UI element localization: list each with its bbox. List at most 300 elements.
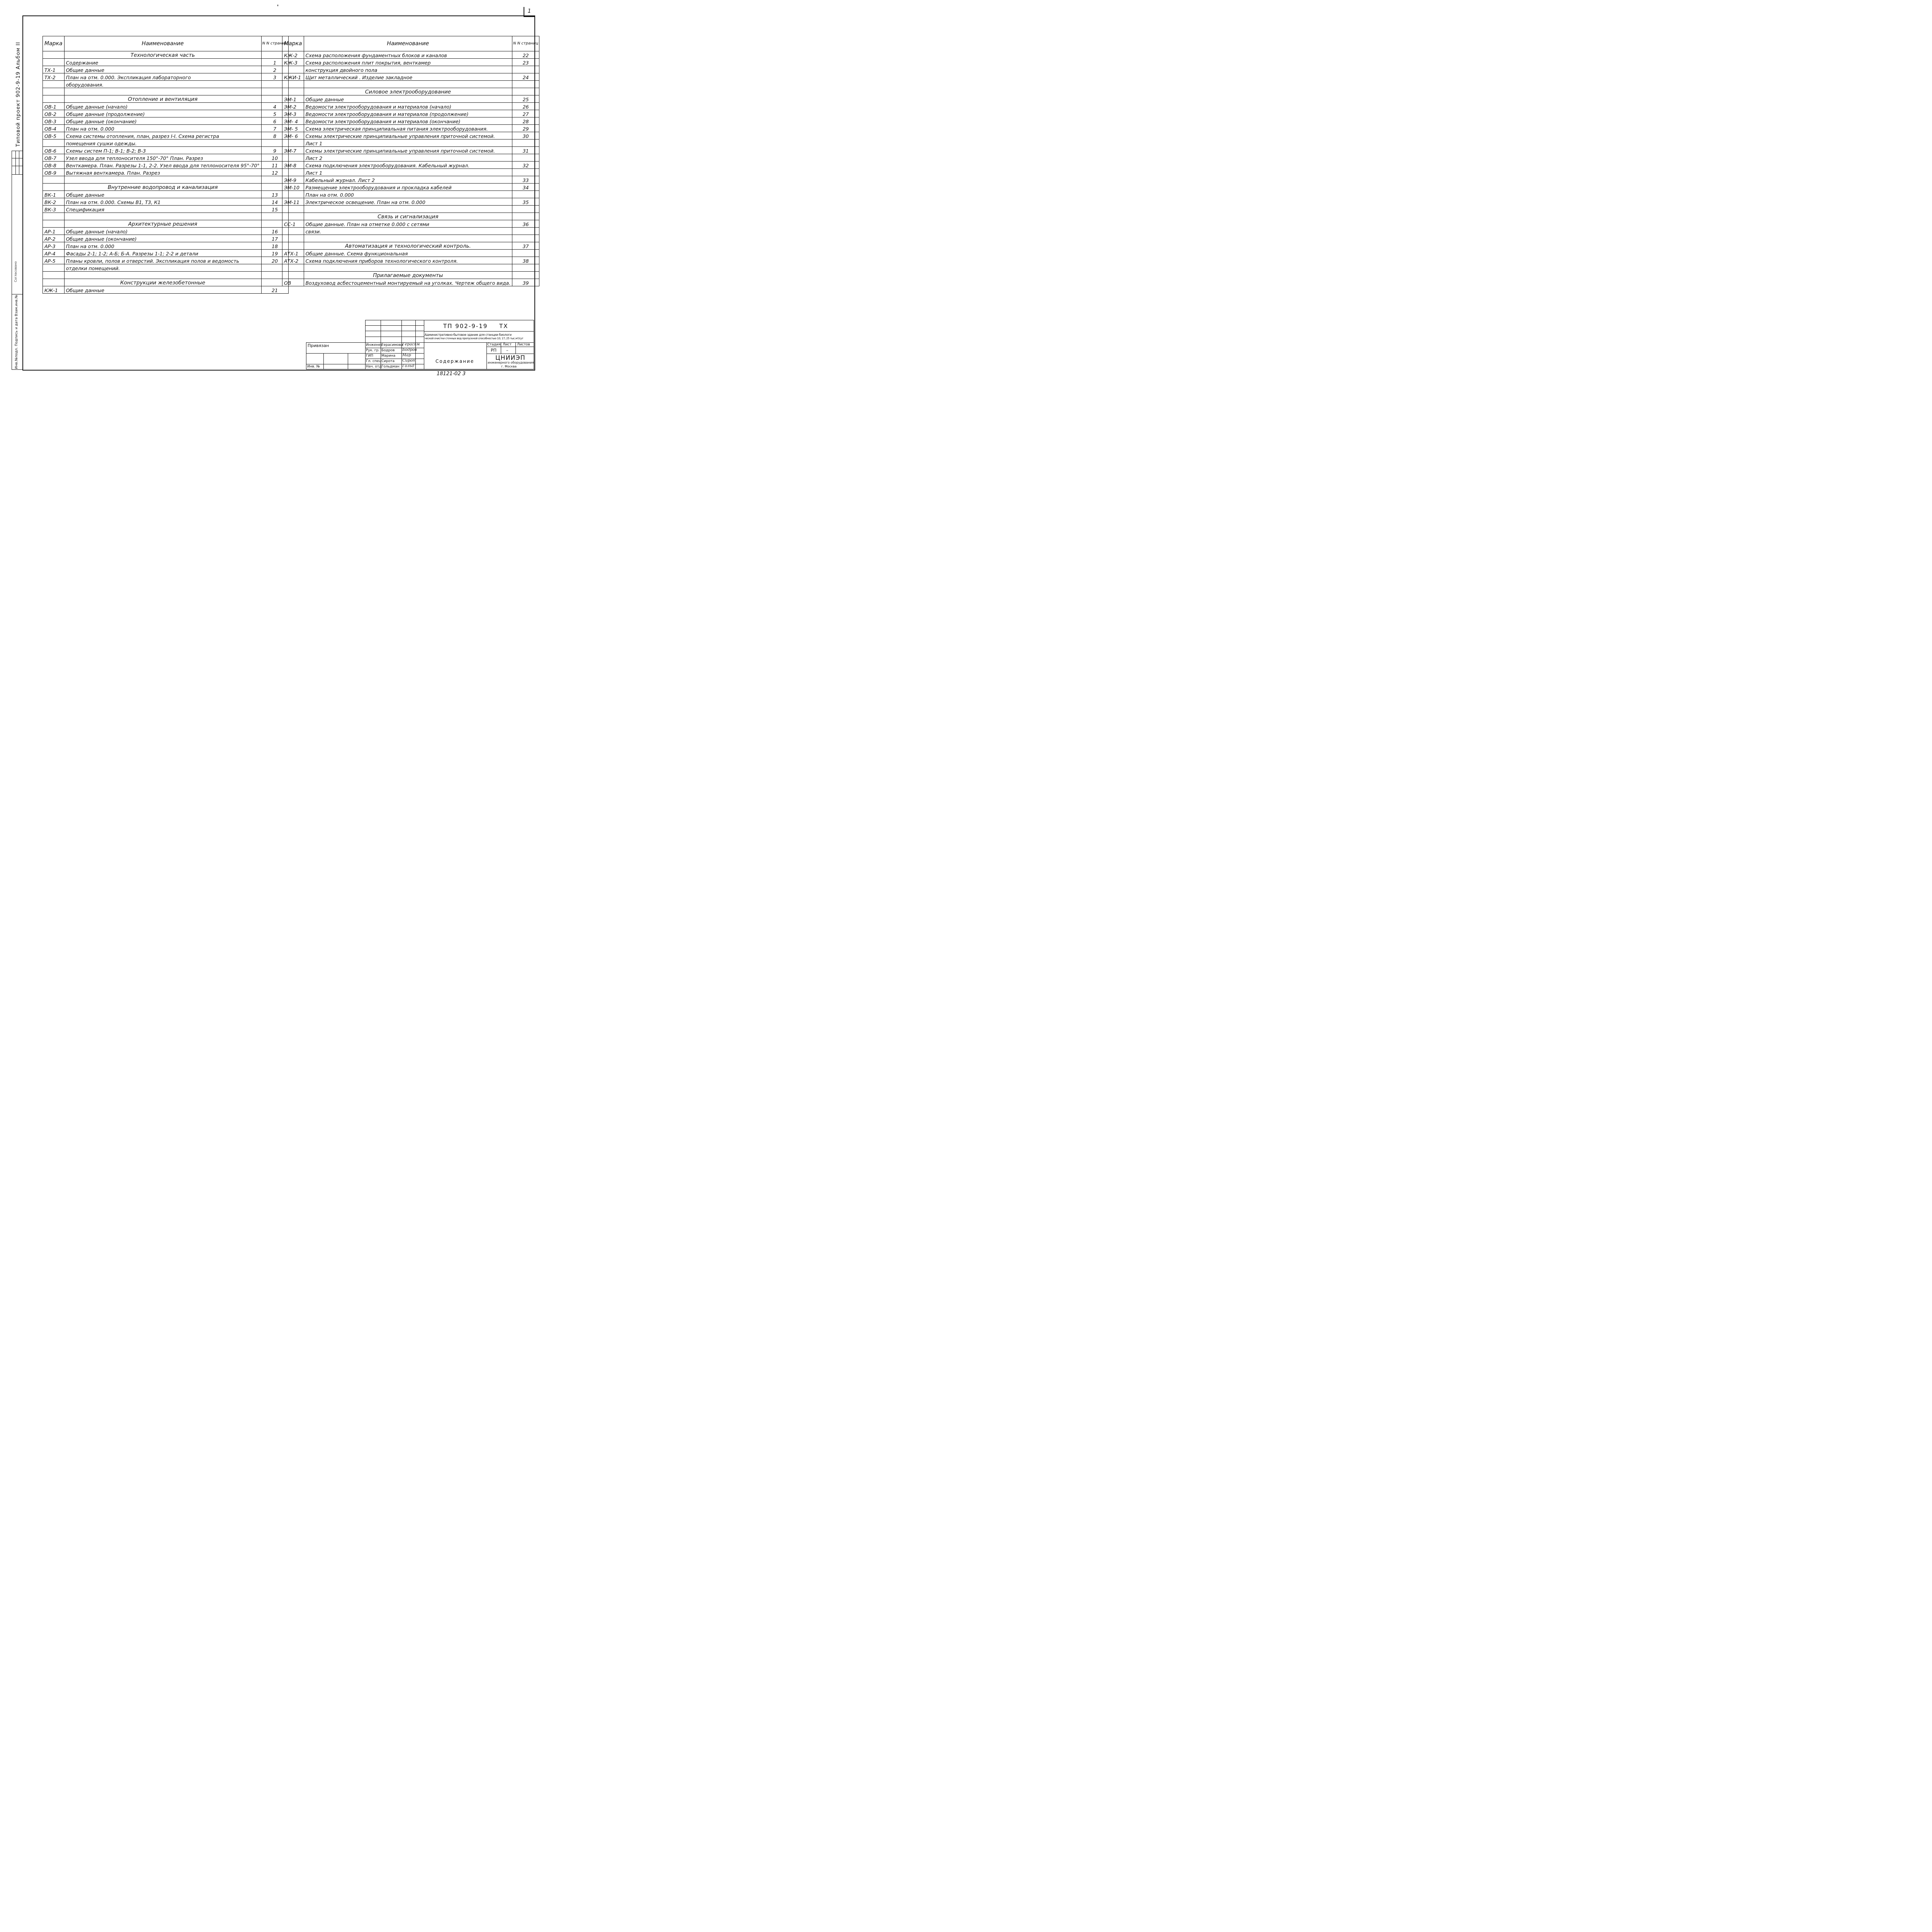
table-row [43,117,289,125]
table-header-row [43,36,289,51]
signature-1: Герасим [402,342,420,347]
signature-2: Бодров [402,348,417,352]
row-page [512,250,539,257]
sheet-value: – [506,348,509,353]
blank-row [43,88,289,95]
row-page [512,235,539,242]
row-name [64,213,261,220]
blank-row [43,272,289,279]
role-5: Нач. отд [366,365,382,369]
row-name: Схема системы отопления, план, разрез I-I. Схема регистра [64,132,261,139]
row-name: связи. [304,228,512,235]
row-name: Схема электрическая принципиальная питания электрооборудования. [304,125,512,132]
row-name: Схемы электрические принципиальные управления приточной системой. [304,132,512,139]
header-pages: N N страниц [261,36,288,51]
tb-line [515,342,516,354]
table-row [282,257,539,264]
row-name: оборудования. [64,81,261,88]
row-page: 39 [512,279,539,286]
table-row [43,110,289,117]
row-code: КЖ-3 [282,59,304,66]
drawing-mark: ТХ [499,323,509,330]
row-code: ЭМ-11 [282,198,304,206]
row-code [282,88,304,95]
row-page: 8 [261,132,288,139]
side-title-text: Типовой проект 902-9-19 Альбом II [15,42,21,147]
table-row [282,176,539,184]
row-code: ОВ-3 [43,117,65,125]
row-name: Лист 1 [304,139,512,147]
section-row [282,242,539,250]
tb-line [365,353,424,354]
header-name: Наименование [64,36,261,51]
row-page: 36 [512,220,539,228]
table-row [282,191,539,198]
row-name: Ведомости электрооборудования и материалов (начало) [304,103,512,110]
org-name: ЦНИИЭП [495,354,526,361]
row-code: КЖ-1 [43,286,65,294]
name-3: Марина [381,354,396,358]
row-page: 38 [512,257,539,264]
row-code: КЖИ-1 [282,73,304,81]
row-name: Общие данные (начало) [64,103,261,110]
header-pages: N N страниц [512,36,539,51]
name-1: Герасимова [381,343,403,347]
row-code: ЭМ- 6 [282,132,304,139]
row-code: ВК-1 [43,191,65,198]
row-name: Лист 1 [304,169,512,176]
row-name: Венткамера. План. Разрезы 1-1, 2-2. Узел ввода для теплоносителя 95°-70° [64,162,261,169]
section-title: Конструкции железобетонные [64,279,261,286]
header-name: Наименование [304,36,512,51]
row-page [512,206,539,213]
row-page: 27 [512,110,539,117]
stamp-grid-line [12,174,23,175]
blank-row [282,81,539,88]
row-code [43,213,65,220]
row-code [43,139,65,147]
row-page: 22 [512,51,539,59]
row-code [43,95,65,103]
signature-4: Сирот [402,359,416,363]
row-page [512,264,539,272]
row-page: 19 [261,250,288,257]
row-code: ЭМ- 4 [282,117,304,125]
table-row [282,73,539,81]
table-row [43,132,289,139]
row-name: План на отм. 0.000. Экспликация лабораторного [64,73,261,81]
row-page: 7 [261,125,288,132]
row-page: 6 [261,117,288,125]
row-name: Общие данные (начало) [64,228,261,235]
row-name: Схема подключения приборов технологического контроля. [304,257,512,264]
row-name: Спецификация [64,206,261,213]
row-page: 26 [512,103,539,110]
table-row [282,169,539,176]
description-line-1: Административно-бытовое здание для станции биологи [425,333,512,337]
project-code: ТП 902-9-19 [443,323,488,330]
header-mark: Марка [282,36,304,51]
row-name: Общие данные (продолжение) [64,110,261,117]
row-name: Ведомости электрооборудования и материалов (окончание) [304,117,512,125]
row-code: ВК-3 [43,206,65,213]
row-name: Общие данные. План на отметке 0.000 с сетями [304,220,512,228]
side-stamp-label-text: Инв.№подл. Подпись и дата Взам.инв.№ [15,294,19,369]
table-row [282,110,539,117]
row-page: 10 [261,154,288,162]
row-code [43,51,65,59]
row-page: 16 [261,228,288,235]
row-page [512,169,539,176]
table-row [282,228,539,235]
row-code [282,264,304,272]
row-page: 13 [261,191,288,198]
section-title: Прилагаемые документы [304,272,512,279]
table-row [282,66,539,73]
row-code: СС-1 [282,220,304,228]
section-title: Связь и сигнализация [304,213,512,220]
table-row [43,81,289,88]
table-row [43,257,289,264]
row-page: 9 [261,147,288,154]
row-name: отделки помещений. [64,264,261,272]
table-row [282,184,539,191]
row-name: Общие данные [64,286,261,294]
row-code: АР-4 [43,250,65,257]
section-row [43,279,289,286]
row-name: Общие данные. Схема функциональная [304,250,512,257]
signature-5: Гольд [402,364,414,368]
row-name: План на отм. 0.000 [304,191,512,198]
row-code [43,220,65,228]
row-name: конструкция двойного пола [304,66,512,73]
row-page [512,88,539,95]
row-name: Схемы электрические принципиальные управления приточной системой. [304,147,512,154]
table-row [282,198,539,206]
row-name: Кабельный журнал. Лист 2 [304,176,512,184]
row-code: ЭМ-8 [282,162,304,169]
row-name: Общие данные (окончание) [64,235,261,242]
section-row [282,213,539,220]
table-row [43,286,289,294]
inv-label: Инв. № [307,365,320,369]
row-name: План на отм. 0.000. Схемы В1, Т3, К1 [64,198,261,206]
row-name: Планы кровли, полов и отверстий. Экспликация полов и ведомость [64,257,261,264]
row-name: Ведомости электрооборудования и материалов (продолжение) [304,110,512,117]
role-1: Инженер [366,343,383,347]
table-row [282,220,539,228]
row-code: ВК-2 [43,198,65,206]
row-page: 23 [512,59,539,66]
row-name [64,272,261,279]
row-code [43,59,65,66]
bottom-number: 18121-02 3 [437,371,466,377]
tb-line [365,325,424,326]
sheet-header: Лист [503,343,512,347]
table-row [282,125,539,132]
row-page: 18 [261,242,288,250]
table-row [43,198,289,206]
row-page: 11 [261,162,288,169]
section-title: Силовое электрооборудование [304,88,512,95]
table-row [43,59,289,66]
table-row [43,73,289,81]
table-row [43,125,289,132]
row-page: 34 [512,184,539,191]
row-name: Щит металлический . Изделие закладное [304,73,512,81]
name-2: Бодров [381,349,395,352]
row-page [512,272,539,279]
row-code [282,235,304,242]
row-name: Фасады 2-1; 1-2; А-Б; Б-А. Разрезы 1-1; 2-2 и детали [64,250,261,257]
row-name: Электрическое освещение. План на отм. 0.000 [304,198,512,206]
table-row [282,279,539,286]
table-row [43,103,289,110]
sheets-header: Листов [517,343,530,347]
row-code: ЭМ-3 [282,110,304,117]
row-name: Схемы систем П-1; В-1; В-2; В-3 [64,147,261,154]
row-name: Узел ввода для теплоносителя 150°-70° План. Разрез [64,154,261,162]
blank-row [282,235,539,242]
blank-row [43,213,289,220]
row-code [43,88,65,95]
row-page [512,139,539,147]
row-code: ОВ-6 [43,147,65,154]
row-page: 32 [512,162,539,169]
row-page: 12 [261,169,288,176]
role-2: Рук. гр. [366,349,380,352]
row-name [64,176,261,184]
table-header-row [282,36,539,51]
row-name: Вытяжная венткамера. План. Разрез [64,169,261,176]
org-sub: инженерного оборудования [488,361,534,364]
row-page: 15 [261,206,288,213]
blank-row [282,264,539,272]
row-name [64,88,261,95]
table-row [43,264,289,272]
row-page: 33 [512,176,539,184]
row-code [282,66,304,73]
table-row [43,139,289,147]
row-code: ТХ-1 [43,66,65,73]
row-page [512,66,539,73]
row-name: Общие данные [64,191,261,198]
row-page: 5 [261,110,288,117]
section-row [43,95,289,103]
row-page: 4 [261,103,288,110]
row-code [282,242,304,250]
signature-3: Мар [402,353,411,357]
row-code: ЭМ-10 [282,184,304,191]
row-name [304,81,512,88]
row-name: Лист 2 [304,154,512,162]
row-page: 2 [261,66,288,73]
section-row [43,220,289,228]
table-row [43,162,289,169]
table-row [43,147,289,154]
row-page: 29 [512,125,539,132]
section-title: Отопление и вентиляция [64,95,261,103]
table-row [43,235,289,242]
row-page [512,228,539,235]
table-row [43,191,289,198]
row-name: Общие данные [64,66,261,73]
table-row [43,206,289,213]
row-code: АТХ-2 [282,257,304,264]
row-code [43,272,65,279]
row-code: ОВ-7 [43,154,65,162]
row-code [43,279,65,286]
row-code [282,154,304,162]
side-title [14,23,24,147]
tb-line [306,353,365,354]
row-code: ЭМ-9 [282,176,304,184]
row-code: ОВ-8 [43,162,65,169]
row-page: 1 [261,59,288,66]
row-name: Общие данные [304,95,512,103]
row-page [512,81,539,88]
row-code: АР-1 [43,228,65,235]
row-name: План на отм. 0.000 [64,242,261,250]
table-row [43,66,289,73]
row-page: 30 [512,132,539,139]
row-name [304,235,512,242]
row-code: АР-2 [43,235,65,242]
row-name: Воздуховод асбестоцементный монтируемый на уголках. Чертеж общего вида. [304,279,512,286]
row-code: ОВ-4 [43,125,65,132]
section-row [282,272,539,279]
blank-row [43,176,289,184]
section-row [282,88,539,95]
row-code [282,169,304,176]
row-code [43,176,65,184]
row-name: Общие данные (окончание) [64,117,261,125]
org-city: г. Москва [501,365,517,368]
row-page [512,213,539,220]
row-page: 31 [512,147,539,154]
row-name: помещения сушки одежды. [64,139,261,147]
table-row [282,147,539,154]
row-code: АР-3 [43,242,65,250]
name-4: Сирота [381,359,395,363]
row-name: Схема подключения электрооборудования. Кабельный журнал. [304,162,512,169]
side-stamp-labels [12,294,22,369]
row-page [512,154,539,162]
table-row [282,154,539,162]
row-page: 35 [512,198,539,206]
section-row [43,51,289,59]
table-row [282,51,539,59]
row-name: Размещение электрооборудования и прокладка кабелей [304,184,512,191]
tb-line [424,331,534,332]
row-code [282,228,304,235]
row-code: ЭМ-7 [282,147,304,154]
section-title: Архитектурные решения [64,220,261,228]
row-code [282,213,304,220]
section-title: Автоматизация и технологический контроль. [304,242,512,250]
row-code [43,184,65,191]
row-code [282,206,304,213]
row-page: 28 [512,117,539,125]
contents-table-right [282,36,539,286]
table-row [282,103,539,110]
contents-table-left [43,36,289,294]
row-name [304,264,512,272]
section-title: Технологическая часть [64,51,261,59]
sheet-title: Содержание [435,359,474,364]
table-row [43,228,289,235]
row-code [282,81,304,88]
row-page: 21 [261,286,288,294]
table-row [282,117,539,125]
sheet-number: 1 [524,7,534,17]
side-stray-label: Согласовано [14,261,17,282]
row-code: ОВ [282,279,304,286]
blank-row [282,206,539,213]
row-code: ОВ-2 [43,110,65,117]
name-5: Гольдман [381,365,400,369]
table-row [43,154,289,162]
row-name: Схема расположения плит покрытия, венткамер [304,59,512,66]
row-name [304,206,512,213]
row-code: ОВ-9 [43,169,65,176]
table-row [282,95,539,103]
row-code [43,81,65,88]
table-row [282,250,539,257]
row-page: 3 [261,73,288,81]
top-tick [277,5,278,6]
row-name: Содержание [64,59,261,66]
description-line-2: ческой очистки сточных вод пропускной способностью 10; 17; 25 тыс.м³/сут [425,337,524,340]
table-row [282,59,539,66]
row-name: Схема расположения фундаментных блоков и каналов [304,51,512,59]
row-page: 20 [261,257,288,264]
row-code: АТХ-1 [282,250,304,257]
header-mark: Марка [43,36,65,51]
row-code: ЭМ-2 [282,103,304,110]
table-row [282,162,539,169]
tb-line [323,353,324,369]
row-code: ЭМ-1 [282,95,304,103]
stage-value: РП [491,348,497,353]
bound-label: Привязан [308,343,329,348]
row-page: 24 [512,73,539,81]
row-page: 37 [512,242,539,250]
row-page [512,191,539,198]
section-row [43,184,289,191]
row-code: ОВ-1 [43,103,65,110]
table-row [282,132,539,139]
role-4: Гл. спец [366,359,381,363]
row-code: АР-5 [43,257,65,264]
role-3: ГИП [366,354,373,358]
table-row [43,242,289,250]
row-code [282,139,304,147]
table-row [43,250,289,257]
row-code [282,191,304,198]
tb-line [365,320,366,369]
section-title: Внутренние водопровод и канализация [64,184,261,191]
stage-header: Стадия [487,343,501,347]
row-page: 14 [261,198,288,206]
row-page: 17 [261,235,288,242]
stamp-grid-line [15,151,16,174]
table-row [43,169,289,176]
row-code: КЖ-2 [282,51,304,59]
row-code [282,272,304,279]
title-block [306,320,534,369]
row-code: ТХ-2 [43,73,65,81]
